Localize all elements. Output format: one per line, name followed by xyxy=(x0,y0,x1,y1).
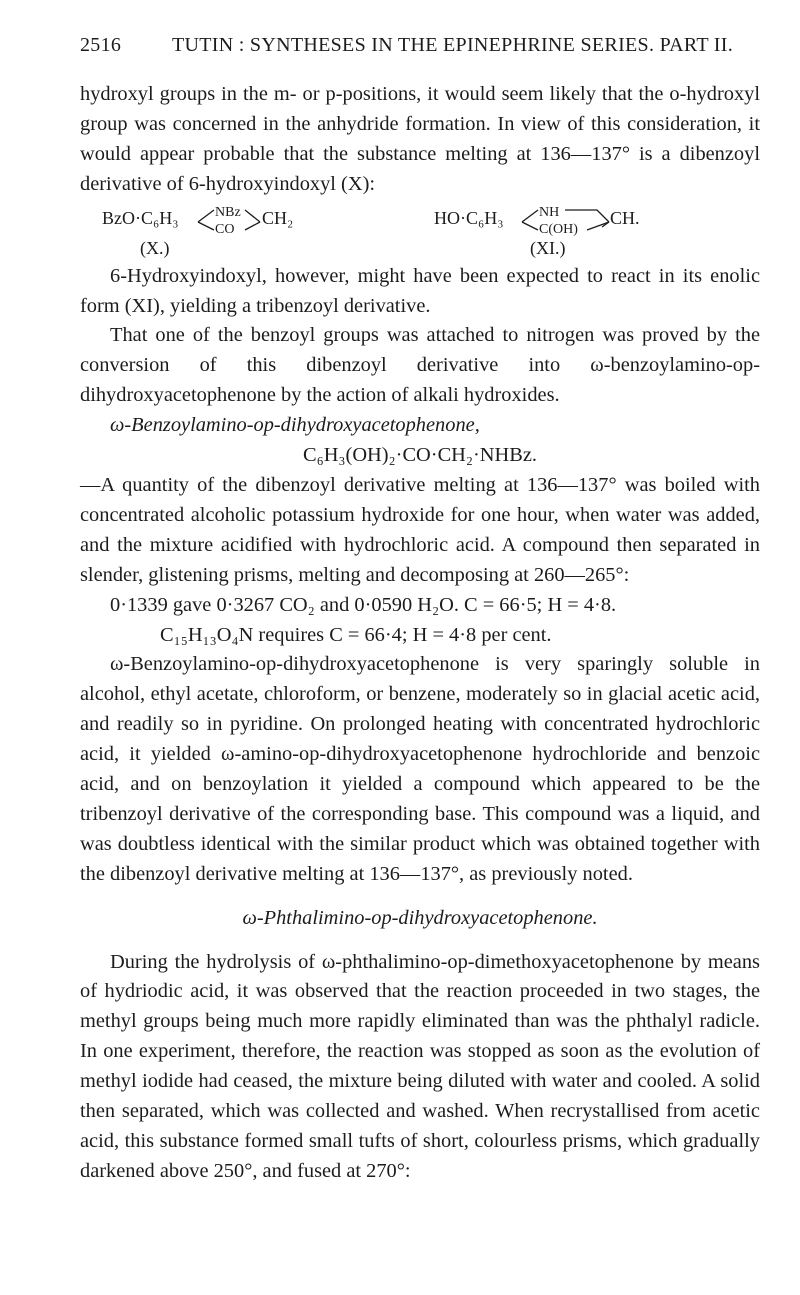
structural-formulae xyxy=(80,200,760,262)
formula-x-bond-right xyxy=(245,210,260,230)
formula-x-suffix: CH₂ xyxy=(262,207,294,228)
analysis-result: 0·1339 gave 0·3267 CO₂ and 0·0590 H₂O. C = 66·5; H = 4·8. xyxy=(110,593,617,616)
paragraph-hydrolysis: During the hydrolysis of ω-phthalimino-op-dimethoxyacetophenone by means of hydriodic acid, it was observed that the reaction proceeded in two stages, the methyl groups being much more rapidly eliminated than was the phthalyl radicle. In one experiment, therefore, the reaction was stopped as soon as the evolution of methyl iodide had ceased, the mixture being diluted with water and cooled. A solid then separated, which was collected and washed. When recrystallised from acetic acid, this substance formed small tufts of short, colourless prisms, which gradually darkened above 250°, and fused at 270°: xyxy=(80,950,760,1182)
paragraph-nitrogen-attachment: That one of the benzoyl groups was attached to nitrogen was proved by the conversion of this dibenzoyl derivative into ω-benzoylamino-op-dihydroxyacetophenone by the action of alkali hydroxides. xyxy=(80,324,760,407)
section-heading-benzoylamino: ω-Benzoylamino-op-dihydroxyacetophenone, xyxy=(110,414,480,437)
page-number: 2516 xyxy=(80,34,122,56)
formula-xi-lower: C(OH) xyxy=(539,221,578,236)
formula-x-upper: NBz xyxy=(215,204,241,220)
section-heading-phthalimino: ω-Phthalimino-op-dihydroxyacetophenone. xyxy=(242,906,598,929)
formula-xi-upper: NH xyxy=(539,204,560,220)
formula-xi-suffix: CH. xyxy=(610,207,640,228)
formula-x-label: (X.) xyxy=(140,237,170,258)
formula-xi-prefix: HO·C₆H₃ xyxy=(434,207,504,228)
formula-x xyxy=(102,202,352,236)
page-header xyxy=(80,34,760,66)
paragraph-enolic-form: 6-Hydroxyindoxyl, however, might have been expected to react in its enolic form (XI), yielding a tribenzoyl derivative. xyxy=(80,264,760,317)
paragraph-intro: hydroxyl groups in the m- or p-positions, it would seem likely that the o-hydroxyl group was concerned in the anhydride formation. In view of this consideration, it would appear probable that the substance melting at 136—137° is a dibenzoyl derivative of 6-hydroxyindoxyl (X): xyxy=(80,83,760,195)
formula-x-prefix: BzO·C₆H₃ xyxy=(102,207,179,228)
formula-x-lower: CO xyxy=(215,221,235,236)
paragraph-properties: ω-Benzoylamino-op-dihydroxyacetophenone is very sparingly soluble in alcohol, ethyl acetate, chloroform, or benzene, moderately so in glacial acetic acid, and readily so in pyridine. On prolonged heating with concentrated hydrochloric acid, it yielded ω-amino-op-dihydroxyacetophenone hydrochloride and benzoic acid, and on benzoylation it yielded a compound which appeared to be the tribenzoyl derivative of the corresponding base. This compound was a liquid, and was doubtless identical with the similar product which was obtained together with the dibenzoyl derivative melting at 136—137°, as previously noted. xyxy=(80,653,760,885)
formula-x-bond-left xyxy=(198,210,214,230)
section-formula-benzoylamino: C₆H₃(OH)₂·CO·CH₂·NHBz. xyxy=(302,444,537,467)
analysis-requirement: C₁₅H₁₃O₄N requires C = 66·4; H = 4·8 per cent. xyxy=(160,623,552,646)
formula-xi xyxy=(434,202,734,236)
formula-xi-bond-left xyxy=(522,210,538,230)
running-title: TUTIN : SYNTHESES IN THE EPINEPHRINE SERIES. PART II. xyxy=(172,34,734,56)
article-body xyxy=(80,80,760,1187)
formula-xi-label: (XI.) xyxy=(530,237,566,258)
paragraph-preparation: —A quantity of the dibenzoyl derivative melting at 136—137° was boiled with concentrated alcoholic potassium hydroxide for one hour, when water was added, and the mixture acidified with hydrochloric acid. A compound then separated in slender, glistening prisms, melting and decomposing at 260—265°: xyxy=(80,473,760,586)
